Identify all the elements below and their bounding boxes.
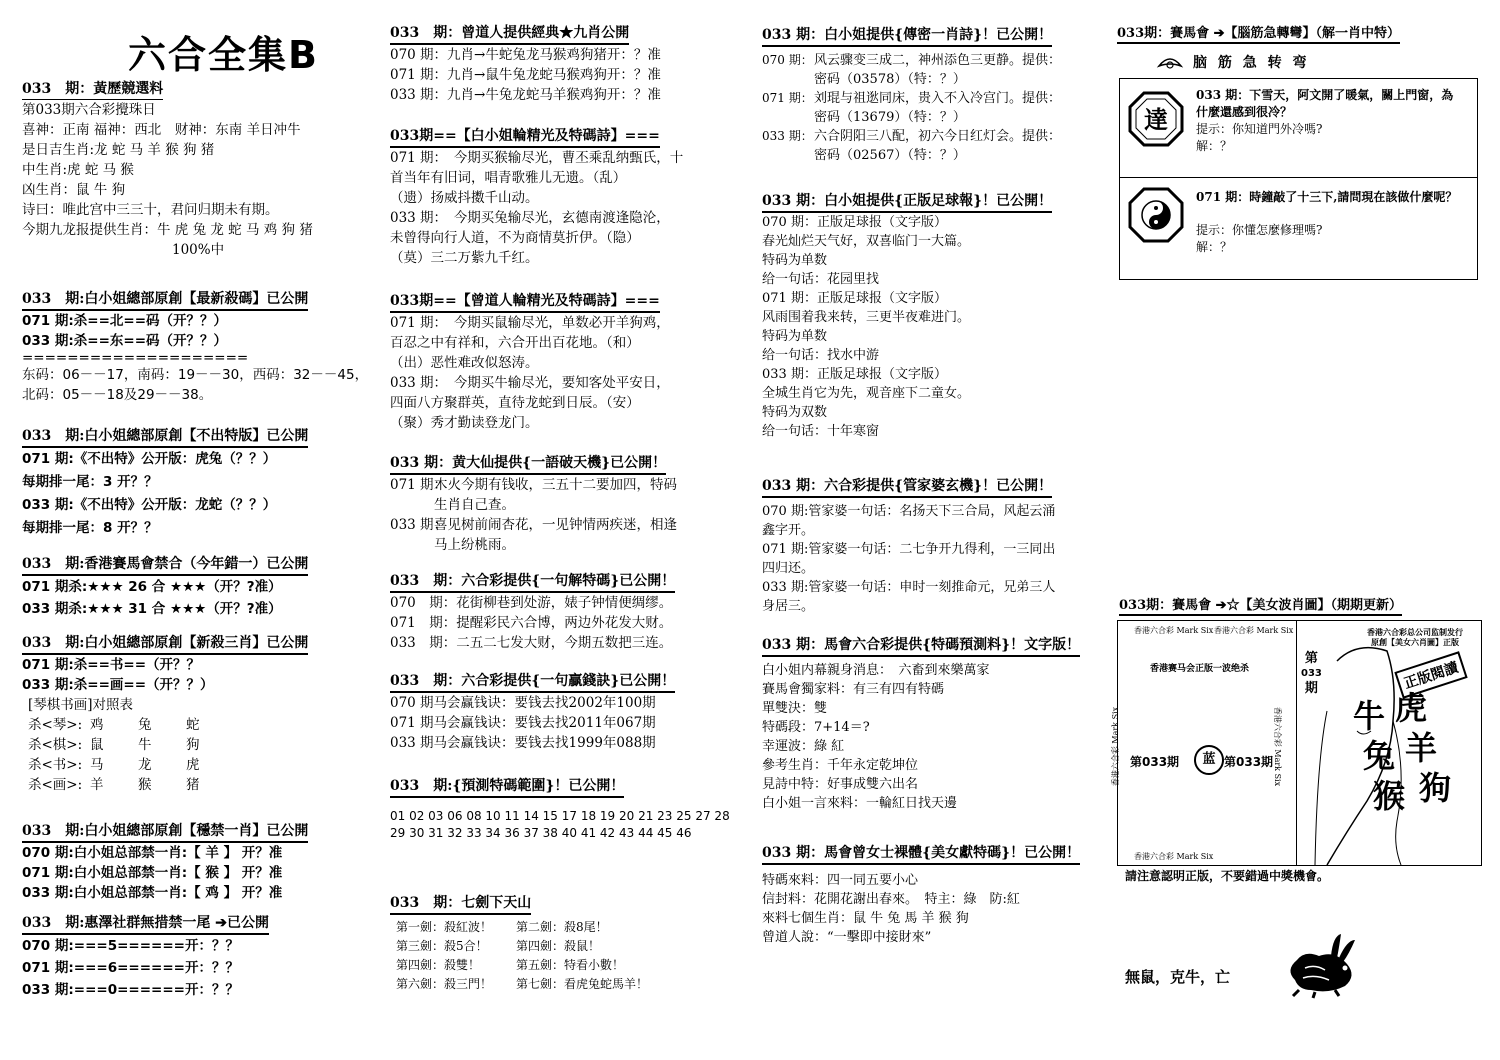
football-line: 特码为单数 <box>762 253 828 268</box>
predict-section <box>762 634 1080 813</box>
kill-three-header: 033 期:白小姐總部原創【新殺三肖】已公開 <box>22 632 308 655</box>
beauty-line: 信封料：花開花謝出春來。 特主：綠 防:紅 <box>762 892 1020 907</box>
period-unit: 期 <box>1304 681 1318 696</box>
hk-forbid-header: 033 期:香港賽馬會禁合（今年錯一）已公開 <box>22 553 308 576</box>
seven-swords-grid <box>390 919 649 993</box>
hat-icon <box>1157 52 1183 72</box>
riddle-q1-text: 033 期：下雪天，阿文開了暖氣，關上門窗，為 <box>1196 88 1454 102</box>
beauty-line: 特碼來料：四一同五要小心 <box>762 873 919 888</box>
housekeeper-line: 身居三。 <box>762 599 815 614</box>
kill-code-line: 东码：06－－17，南码：19－－30，西码：32－－45， <box>22 367 369 383</box>
forbid-one-section <box>22 820 308 903</box>
right-top-line-2: 原創【美女六肖圖】正版 <box>1371 637 1459 647</box>
predict-line: 幸運波：綠 紅 <box>762 739 845 754</box>
poem-line: 071 期： 今期买猴输尽光，曹丕乘乱纳甄氏，十 <box>390 150 684 166</box>
zodiac-char: 虎 <box>1395 689 1428 727</box>
huang-line: 033 期：喜见树前闹杏花，一见钟情两疾迷，相逢 <box>390 517 677 533</box>
not-out-header: 033 期:白小姐總部原創【不出特版】已公開 <box>22 425 308 448</box>
riddle-header: 033期：賽馬會 ➔【腦筋急轉彎】（解一肖中特） <box>1117 22 1400 44</box>
one-sentence-header: 033 期：六合彩提供{一句解特碼}已公開！ <box>390 570 675 593</box>
almanac-line: 中生肖:虎 蛇 马 猴 <box>22 162 134 178</box>
range-line: 29 30 31 32 33 34 36 37 38 40 41 42 43 44 45 46 <box>390 826 692 840</box>
kill-code-header: 033 期:白小姐總部原創【最新殺碼】已公開 <box>22 288 308 311</box>
forbid-one-line: 070 期:白小姐总部禁一肖:【 羊 】 开？准 <box>22 845 283 861</box>
not-out-section <box>22 425 308 540</box>
kill-three-table-title: [琴棋书画]对照表 <box>28 697 134 713</box>
forbid-tail-line: 071 期:===6======开：？？ <box>22 960 239 976</box>
beauty-line: 曾道人說：“一擊即中接財來” <box>762 930 932 945</box>
predict-line: 白小姐一言來料：一輪紅日找天邊 <box>762 796 958 811</box>
banner-stamp: 正版閱讀 <box>1394 651 1467 699</box>
football-line: 070 期：正版足球报（文字版） <box>762 215 947 230</box>
sword-item: 第七劍：看虎兔蛇馬羊！ <box>516 977 649 991</box>
hk-forbid-section <box>22 553 308 620</box>
zodiac-char: 猴 <box>1373 777 1406 815</box>
forbid-tail-line: 033 期:===0======开：？？ <box>22 982 239 998</box>
range-line: 01 02 03 06 08 10 11 14 15 17 18 19 20 21 23 25 27 28 <box>390 809 730 823</box>
zodiac-char: 兔 <box>1363 737 1396 775</box>
predict-line: 特碼段：7+14＝? <box>762 720 870 735</box>
sword-item: 第六劍：殺三門！ <box>396 977 493 991</box>
riddle-q2-hint: 提示：你懂怎麼修理嗎? <box>1196 223 1323 237</box>
beauty-section <box>762 842 1080 947</box>
win-money-line: 070 期马会赢钱诀：要钱去找2002年100期 <box>390 695 656 711</box>
riddle-subtitle-row <box>1157 52 1310 72</box>
classic-line: 070 期：九肖→牛蛇兔龙马猴鸡狗猪开：？准 <box>390 47 661 63</box>
almanac-line: 100%中 <box>172 242 225 258</box>
poem-line: 未曾得向行人道，不为商情莫折伊。（隐） <box>390 230 640 246</box>
secret-line: 密码（13679）（特：？） <box>814 110 966 125</box>
one-sentence-section <box>390 570 675 653</box>
secret-line: 密码（02567）（特：？） <box>814 148 966 163</box>
huang-line: 071 期：木火今期有钱收，三五十二要加四，特码 <box>390 477 677 493</box>
poem-line: （出）恶性难改似怒涛。 <box>390 355 539 371</box>
classic-header: 033 期：曾道人提供經典★九肖公開 <box>390 22 629 45</box>
housekeeper-line: 070 期:管家婆一句话：名扬天下三合局，风起云涌 <box>762 504 1056 519</box>
almanac-line: 第033期六合彩攪珠日 <box>22 102 156 118</box>
sword-item: 第四劍：殺鼠！ <box>516 939 601 953</box>
beauty-wave-header: 033期：賽馬會 ➔☆【美女波肖圖】（期期更新） <box>1119 594 1402 616</box>
period-label: 第 <box>1304 651 1318 666</box>
beauty-header: 033 期：馬會曾女士裸體{美女獻特碼}！已公開！ <box>762 842 1080 865</box>
predict-line: 參考生肖：千年永定乾坤位 <box>762 758 919 773</box>
table-row: 杀<画>: 羊 猴 猪 <box>28 777 200 793</box>
sword-item: 第一劍：殺紅波！ <box>396 920 493 934</box>
secret-line: 密码（03578）（特：？） <box>814 72 966 87</box>
almanac-section <box>22 78 367 260</box>
not-out-line: 071 期:《不出特》公开版：虎兔（？？） <box>22 451 277 467</box>
huang-section <box>390 452 677 555</box>
zodiac-char: 羊 <box>1405 729 1438 767</box>
kill-code-divider: ==================== <box>22 350 249 366</box>
football-line: 给一句话：十年寒窗 <box>762 424 880 439</box>
watermark-bottom: 香港六合彩 Mark Six <box>1134 852 1214 861</box>
forbid-tail-line: 070 期:===5======开：？？ <box>22 938 239 954</box>
football-line: 特码为单数 <box>762 329 828 344</box>
riddle-box <box>1115 22 1478 280</box>
seven-swords-section <box>390 892 649 993</box>
secret-line: 071 期：刘琨与祖逖同床，贵入不入冷宫门。提供： <box>762 91 1062 106</box>
range-section <box>390 775 730 842</box>
watermark-top: 香港六合彩 Mark Six <box>1134 626 1214 635</box>
predict-line: 單雙決：雙 <box>762 701 828 716</box>
right-panel <box>1297 621 1481 865</box>
table-row: 杀<琴>: 鸡 兔 蛇 <box>28 717 200 733</box>
sword-item: 第三劍：殺5合！ <box>396 939 488 953</box>
table-row: 杀<书>: 马 龙 虎 <box>28 757 200 773</box>
kill-code-line: 北码：05－－18及29－－38。 <box>22 387 213 403</box>
predict-header: 033 期：馬會六合彩提供{特碼預測料}！文字版！ <box>762 634 1080 657</box>
kill-three-section <box>22 632 308 795</box>
page-title: 六合全集B <box>128 33 319 77</box>
poem-zeng-header: 033期==【曾道人輪精光及特碼詩】=== <box>390 290 660 313</box>
sword-item: 第二劍：殺8尾！ <box>516 920 608 934</box>
almanac-line: 今期九龙报提供生肖：牛 虎 兔 龙 蛇 马 鸡 狗 猪 <box>22 222 313 238</box>
kill-code-line: 071 期:杀==北==码（开？？） <box>22 313 228 329</box>
housekeeper-section <box>762 475 1055 616</box>
riddle-subtitle: 脑 筋 急 转 弯 <box>1193 55 1310 71</box>
classic-section <box>390 22 661 105</box>
almanac-header: 033 期：黃歷競選料 <box>22 78 163 100</box>
predict-line: 白小姐内幕親身消息： 六畜到來樂萬家 <box>762 663 990 678</box>
footer-text: 無鼠，克牛，亡 <box>1125 968 1231 986</box>
huang-line: 生肖自己查。 <box>434 497 515 513</box>
left-panel-title: 香港赛马会正版一波绝杀 <box>1150 664 1250 674</box>
beauty-line: 來料七個生肖：鼠 牛 兔 馬 羊 猴 狗 <box>762 911 969 926</box>
sword-item: 第五劍：特看小數！ <box>516 958 625 972</box>
hk-forbid-line: 071 期杀:★★★ 26 合 ★★★（开？?准） <box>22 579 282 595</box>
yin-yang-icon <box>1128 187 1184 243</box>
zodiac-char: 牛 <box>1353 697 1386 735</box>
poem-line: 033 期： 今期买牛输尽光，要知客处平安日， <box>390 375 670 391</box>
poem-zeng-section <box>390 290 670 433</box>
football-header: 033 期：白小姐提供{正版足球報}！已公開！ <box>762 190 1052 213</box>
issue-right: 第033期 <box>1224 755 1274 769</box>
right-top-line-1: 香港六合彩总公司监制发行 <box>1367 627 1463 637</box>
forbid-tail-header: 033 期:惠澤社群無措禁一尾 ➔已公開 <box>22 912 269 935</box>
housekeeper-line: 033 期:管家婆一句话：申时一刻推命元，兄弟三人 <box>762 580 1056 595</box>
poem-line: 071 期： 今期买鼠输尽光，单数必开羊狗鸡， <box>390 315 670 331</box>
forbid-tail-section <box>22 912 269 1001</box>
beauty-wave-picture <box>1111 620 1482 866</box>
football-line: 特码为双数 <box>762 405 828 420</box>
zodiac-chars <box>1353 691 1473 831</box>
poem-line: 033 期： 今期买兔输尽光，玄德南渡逢隐沦， <box>390 210 670 226</box>
kill-three-table <box>22 715 308 795</box>
housekeeper-line: 鑫字开。 <box>762 523 815 538</box>
hk-forbid-line: 033 期杀:★★★ 31 合 ★★★（开？?准） <box>22 601 282 617</box>
poem-line: 百忍之中有祥和，六合开出百花地。（和） <box>390 335 640 351</box>
almanac-line: 凶生肖：鼠 牛 狗 <box>22 182 126 198</box>
classic-line: 071 期：九肖→鼠牛兔龙蛇马猴鸡狗开：？准 <box>390 67 661 83</box>
football-line: 给一句话：花园里找 <box>762 272 880 287</box>
not-out-line: 033 期:《不出特》公开版：龙蛇（？？） <box>22 497 277 513</box>
octagon-character: 達 <box>1144 105 1168 134</box>
win-money-section <box>390 670 675 753</box>
watermark-right: 香港六合彩 Mark Six <box>1273 706 1283 787</box>
one-sentence-line: 033 期：二五二七发大财，今期五数把三连。 <box>390 635 673 651</box>
octagon-character-icon <box>1128 91 1184 147</box>
riddle-q2-text: 071 期：時鐘敲了十三下,請問現在該做什麼呢？ <box>1196 190 1458 204</box>
housekeeper-header: 033 期：六合彩提供{管家婆玄機}！已公開！ <box>762 475 1052 498</box>
period-num: 033 <box>1301 668 1322 679</box>
zodiac-char: 狗 <box>1419 769 1452 807</box>
football-section <box>762 190 1052 441</box>
one-sentence-line: 071 期：提醒彩民六合博，两边外花发大财。 <box>390 615 673 631</box>
football-line: 风雨围着我来转，三更半夜难进门。 <box>762 310 971 325</box>
forbid-one-line: 071 期:白小姐总部禁一肖:【 猴 】 开？准 <box>22 865 283 881</box>
football-line: 071 期：正版足球报（文字版） <box>762 291 947 306</box>
poem-bai-section <box>390 125 683 268</box>
kill-code-section <box>22 288 368 405</box>
poem-line: 四面八方聚群英，直待龙蛇到日辰。（安） <box>390 395 640 411</box>
win-money-line: 071 期马会赢钱诀：要钱去找2011年067期 <box>390 715 656 731</box>
beauty-wave-notice: 請注意認明正版，不要錯過中獎機會。 <box>1125 869 1330 883</box>
not-out-line: 每期排一尾：3 开？？ <box>22 474 158 490</box>
huang-header: 033 期：黄大仙提供{一語破天機}已公開！ <box>390 452 666 475</box>
predict-line: 見詩中特：好事成雙六出名 <box>762 777 919 792</box>
left-panel <box>1111 621 1297 865</box>
huang-line: 马上纷桃雨。 <box>434 537 515 553</box>
secret-header: 033 期：白小姐提供{傳密一肖詩}！已公開！ <box>762 24 1052 47</box>
kill-three-line: 033 期:杀==画==（开？？） <box>22 677 214 693</box>
predict-line: 賽馬會獨家料：有三有四有特碼 <box>762 682 945 697</box>
secret-section <box>762 24 1061 165</box>
poem-line: （聚）秀才勤读登龙门。 <box>390 415 539 431</box>
football-line: 给一句话：找水中游 <box>762 348 880 363</box>
table-row: 杀<棋>: 鼠 牛 狗 <box>28 737 200 753</box>
color-circle <box>1194 745 1224 775</box>
secret-line: 033 期：六合阴阳三八配，初六今日红灯会。提供： <box>762 129 1062 144</box>
watermark-top-2: 香港六合彩 Mark Six <box>1214 626 1294 635</box>
win-money-header: 033 期：六合彩提供{一句贏錢訣}已公開！ <box>390 670 675 693</box>
riddle-divider <box>1120 177 1477 178</box>
riddle-q1-answer: 解：？ <box>1196 139 1233 153</box>
seven-swords-header: 033 期：七劍下天山 <box>390 892 531 915</box>
almanac-line: 诗曰：唯此宫中三三十，君问归期未有期。 <box>22 202 279 218</box>
riddle-q1-text: 什麼還感到很冷？ <box>1196 105 1293 119</box>
poem-bai-header: 033期==【白小姐輪精光及特碼詩】=== <box>390 125 660 148</box>
win-money-line: 033 期马会赢钱诀：要钱去找1999年088期 <box>390 735 656 751</box>
one-sentence-line: 070 期：花街柳巷到处游，婊子钟情便绸缪。 <box>390 595 673 611</box>
football-line: 春光灿烂天气好，双喜临门一大篇。 <box>762 234 971 249</box>
rabbit-icon <box>1275 930 1365 1000</box>
not-out-line: 每期排一尾：8 开？？ <box>22 520 158 536</box>
forbid-one-header: 033 期:白小姐總部原創【穩禁一肖】已公開 <box>22 820 308 843</box>
football-line: 全城生肖它为先，观音座下二童女。 <box>762 386 971 401</box>
poem-line: （遗）扬威抖擞千山动。 <box>390 190 539 206</box>
kill-code-line: 033 期:杀==东==码（开？？） <box>22 333 228 349</box>
forbid-one-line: 033 期:白小姐总部禁一肖:【 鸡 】 开？准 <box>22 885 283 901</box>
poem-line: 首当年有旧词，唱青歌雅儿无遗。（乱） <box>390 170 627 186</box>
football-line: 033 期：正版足球报（文字版） <box>762 367 947 382</box>
kill-three-line: 071 期:杀==书==（开？？ <box>22 657 201 673</box>
housekeeper-line: 四归还。 <box>762 561 815 576</box>
secret-line: 070 期：风云骤变三成二，神州添色三更静。提供： <box>762 53 1062 68</box>
range-header: 033 期:{預測特碼範圍}！已公開！ <box>390 775 624 798</box>
classic-line: 033 期：九肖→牛兔龙蛇马羊猴鸡狗开：？准 <box>390 87 661 103</box>
riddle-q1-hint: 提示：你知道門外冷嗎? <box>1196 122 1323 136</box>
riddle-q2-answer: 解：？ <box>1196 240 1233 254</box>
issue-left: 第033期 <box>1130 755 1180 769</box>
color-circle-text: 蓝 <box>1202 752 1216 767</box>
almanac-line: 喜神：正南 福神：西北 财神：东南 羊日冲牛 <box>22 122 301 138</box>
housekeeper-line: 071 期:管家婆一句话：二七争开九得利，一三同出 <box>762 542 1056 557</box>
sword-item: 第四劍：殺雙！ <box>396 958 481 972</box>
almanac-line: 是日吉生肖:龙 蛇 马 羊 猴 狗 猪 <box>22 142 215 158</box>
watermark-left: 香港六合彩 Mark Six <box>1111 706 1121 787</box>
riddle-inner-box <box>1119 78 1478 280</box>
poem-line: （莫）三二万紫九千红。 <box>390 250 539 266</box>
